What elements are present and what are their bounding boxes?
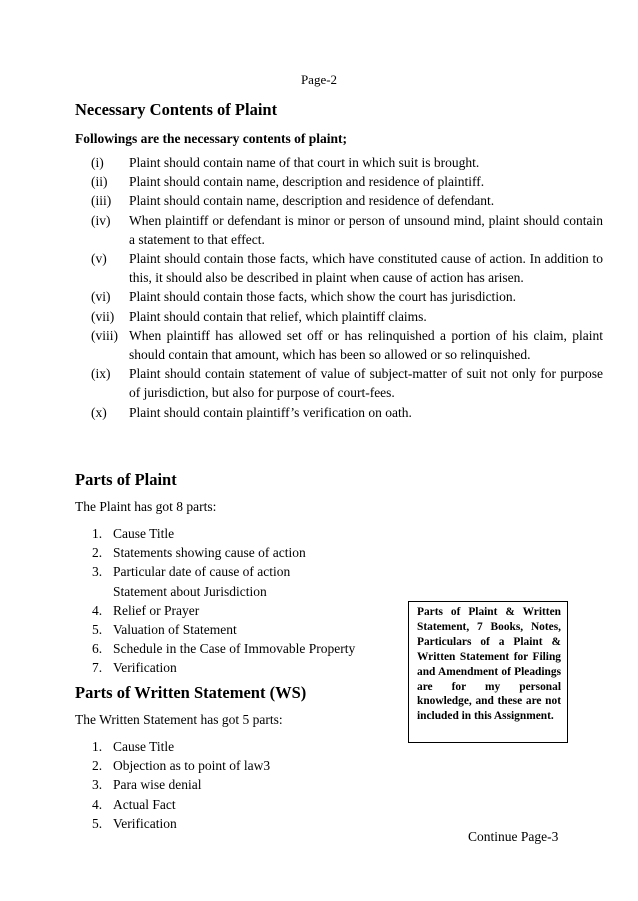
list-item-number: 7. [92,660,103,676]
section-intro-ws-parts: The Written Statement has got 5 parts: [75,712,283,727]
list-item-text: Plaint should contain statement of value of subject-matter of suit not only for purpose of jurisdiction, but also for purpose of court-fees. [129,366,603,401]
list-item-text: Actual Fact [113,796,176,812]
list-item-text: Plaint should contain name, description and residence of plaintiff. [129,174,485,190]
list-item-number: (i) [91,155,104,170]
list-item [75,211,603,249]
continue-note: Continue Page-3 [468,829,559,844]
list-item [75,287,603,306]
list-item [75,364,603,402]
list-item [92,639,355,658]
list-item-text: Plaint should contain plaintiff’s verification on oath. [129,404,412,420]
list-item-number: 4. [92,602,103,618]
list-item-number: 2. [92,758,103,774]
section-intro-contents: Followings are the necessary contents of plaint; [75,131,347,146]
list-item-number: (iv) [91,212,111,228]
list-item-number: (vii) [91,308,115,324]
list-item-text: Plaint should contain those facts, which show the court has jurisdiction. [129,289,516,305]
list-item-number: (x) [91,404,107,420]
list-item [92,582,355,601]
list-item-number: 3. [92,564,103,580]
list-item-text: Verification [113,660,177,676]
list-item-text: Relief or Prayer [113,602,200,618]
list-item [92,562,355,581]
list-item-number: (viii) [91,327,118,343]
list-item-text: Valuation of Statement [113,622,237,638]
contents-list [75,153,603,422]
list-item-text: Statement about Jurisdiction [113,583,267,599]
list-item-number: 6. [92,641,103,657]
list-item [92,620,355,639]
list-item-text: Plaint should contain name of that court in which suit is brought. [129,155,480,170]
list-item-number: (ii) [91,174,108,190]
section-title-plaint-parts: Parts of Plaint [75,470,177,489]
list-item [75,403,603,422]
list-item-number: (v) [91,251,107,267]
list-item-text: Verification [113,815,177,831]
list-item-number: (iii) [91,193,112,209]
list-item [92,543,355,562]
list-item-number: (vi) [91,289,111,305]
list-item [75,172,603,191]
list-item-text: Plaint should contain that relief, which plaintiff claims. [129,308,427,324]
list-item [75,153,603,172]
list-item [75,307,603,326]
plaint-parts-list [92,524,355,678]
list-item [75,191,603,210]
list-item-text: Particular date of cause of action [113,564,291,580]
list-item-text: Cause Title [113,526,175,541]
list-item-text: Plaint should contain those facts, which have constituted cause of action. In addition to this, it should also be described in plaint when cause of action has arisen. [129,251,603,286]
list-item [92,737,270,756]
list-item [92,775,270,794]
list-item-number: 1. [92,526,103,541]
list-item-text: Cause Title [113,739,175,754]
list-item-text: Statements showing cause of action [113,545,306,561]
list-item-text: Para wise denial [113,777,202,793]
list-item-number: 1. [92,739,103,754]
list-item-text: Objection as to point of law3 [113,758,271,774]
list-item-text: When plaintiff has allowed set off or has relinquished a portion of his claim, plaint should contain that amount, which has been so allowed or so relinquished. [129,327,603,363]
section-title-ws-parts: Parts of Written Statement (WS) [75,683,307,702]
list-item-number: 2. [92,545,103,561]
note-box: Parts of Plaint & Written Statement, 7 Books, Notes, Particulars of a Plaint & Written Statement for Filing and Amendment of Pleadings are for my personal knowledge, and these are not included in this Assignment. [408,601,568,743]
list-item-number: (ix) [91,366,111,382]
page-number: Page-2 [300,72,338,87]
list-item-number [92,582,113,601]
section-title-contents: Necessary Contents of Plaint [75,100,278,119]
list-item-text: Schedule in the Case of Immovable Property [113,641,356,657]
list-item-text: Plaint should contain name, description and residence of defendant. [129,193,495,209]
list-item [75,326,603,364]
list-item [92,756,270,775]
list-item [92,601,355,620]
ws-parts-list [92,737,270,833]
list-item [75,249,603,287]
list-item [92,795,270,814]
list-item-number: 5. [92,622,103,638]
list-item-number: 4. [92,796,103,812]
list-item-number: 5. [92,815,103,831]
list-item-text: When plaintiff or defendant is minor or person of unsound mind, plaint should contain a statement to that effect. [129,212,603,247]
list-item [92,814,270,833]
list-item-number: 3. [92,777,103,793]
list-item [92,524,355,543]
section-intro-plaint-parts: The Plaint has got 8 parts: [75,499,217,514]
list-item [92,658,355,677]
